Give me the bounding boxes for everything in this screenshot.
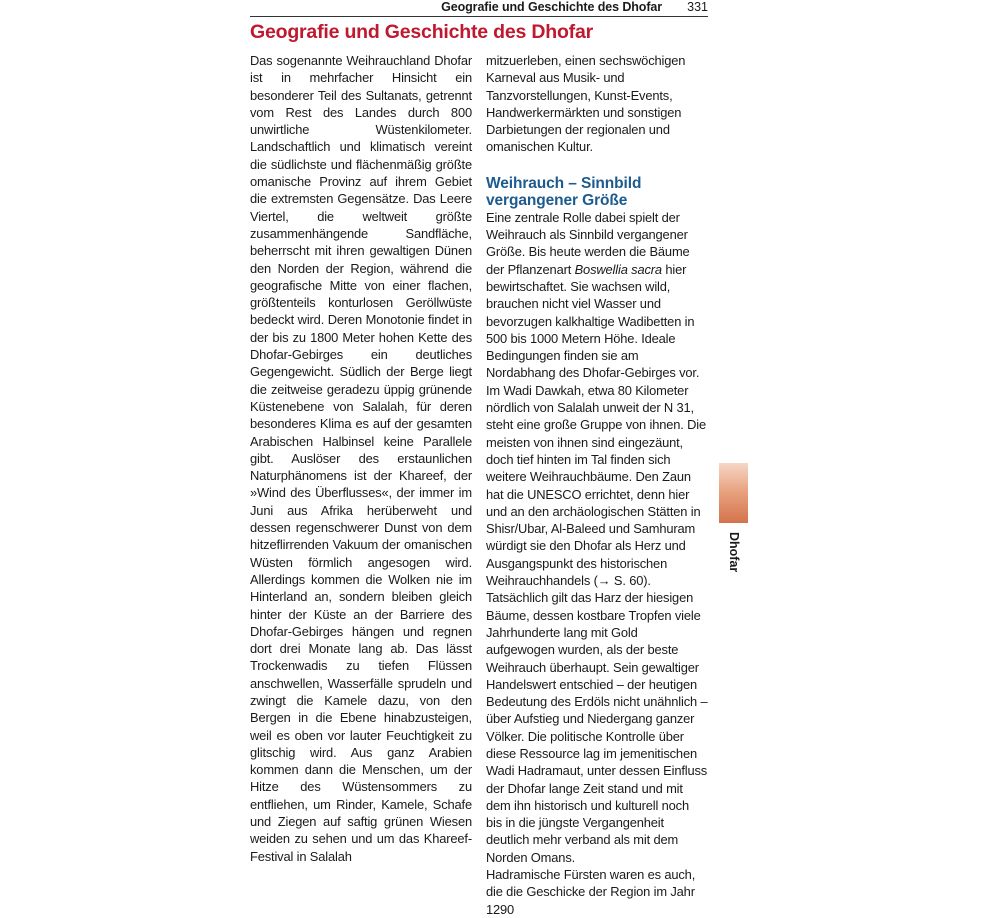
- paragraph-text-start: Eine zentrale Rolle dabei spielt der Weihrauch als Sinnbild vergangener Größe. Bis heute werden die Bäume der Pflanzenart: [486, 209, 690, 277]
- continuation-paragraph: mitzuerleben, einen sechswöchigen Karneval aus Musik- und Tanzvorstellungen, Kunst-Events, Handwerkermärkten und sonstigen Darbietungen der regionalen und omanischen Kultur.: [486, 53, 686, 155]
- weihrauch-paragraph: [486, 209, 708, 866]
- paragraph-text-end: hier bewirtschaftet. Sie wachsen wild, brauchen nicht viel Wasser und bevorzugen kalkhaltige Wadibetten in 500 bis 1000 Metern Höhe. Ideale Bedingungen finden sie am Nordabhang des Dhofar-Gebirges vor. Im Wadi Dawkah, etwa 80 Kilometer nördlich von Salalah unweit der N 31, steht eine große Gruppe von ihnen. Die meisten von ihnen sind eingezäunt, doch tief hinten im Tal finden sich weitere Weihrauchbäume. Den Zaun hat die UNESCO errichtet, denn hier und an den archäologischen Stätten in Shisr/Ubar, Al-Baleed und Samhuram würdigt sie den Dhofar als Herz und Ausgangspunkt des historischen Weihrauchhandels (→ S. 60). Tatsächlich gilt das Harz der hiesigen Bäume, dessen kostbare Tropfen viele Jahrhunderte lang mit Gold aufgewogen wurden, als der beste Weihrauch überhaupt. Sein gewaltiger Handelswert entschied – der heutigen Bedeutung des Erdöls nicht unähnlich – über Aufstieg und Niedergang ganzer Völker. Die politische Kontrolle über diese Ressource lag im jemenitischen Wadi Hadramaut, unter dessen Einfluss der Dhofar lange Zeit stand und mit dem ihn historisch und kulturell noch bis in die jüngste Vergangenheit deutlich mehr verband als mit dem Norden Omans.: [486, 261, 708, 865]
- section-heading: Weihrauch – Sinnbild vergangener Größe: [486, 174, 642, 209]
- species-name: Boswellia sacra: [574, 261, 662, 277]
- page-number: 331: [687, 0, 708, 14]
- chapter-tab-marker: [719, 463, 748, 523]
- left-column: [250, 52, 472, 865]
- hadramaut-paragraph: Hadramische Fürsten waren es auch, die die Geschicke der Region im Jahr 1290: [486, 867, 696, 917]
- page-title: Geografie und Geschichte des Dhofar: [250, 21, 593, 43]
- chapter-tab-label: Dhofar: [727, 532, 741, 573]
- right-column: [486, 52, 708, 918]
- running-header: [250, 0, 708, 17]
- left-paragraph: Das sogenannte Weihrauchland Dhofar ist in mehrfacher Hinsicht ein besonderer Teil des Sultanats, getrennt vom Rest des Landes durch 800 unwirtliche Wüstenkilometer. Landschaftlich und klimatisch vereint die südlichste und flächenmäßig größte omanische Provinz auf ihrem Gebiet die extremsten Gegensätze. Das Leere Viertel, die weltweit größte zusammenhängende Sandfläche, beherrscht mit ihren gewaltigen Dünen den Norden der Region, während die geografische Mitte von einer flachen, größtenteils konturlosen Geröllwüste bedeckt wird. Deren Monotonie findet in der bis zu 1800 Meter hohen Kette des Dhofar-Gebirges ein deutliches Gegengewicht. Südlich der Berge liegt die zeitweise geradezu üppig grünende Küstenebene von Salalah, für deren besonderes Klima es auf der gesamten Arabischen Halbinsel keine Parallele gibt. Auslöser des erstaunlichen Naturphänomens ist der Khareef, der »Wind des Überflusses«, der immer im Juni aus Afrika herüberweht und dessen regenschwerer Dunst von dem hitzeflirrenden Vakuum der omanischen Wüsten förmlich angesogen wird. Allerdings kommen die Wolken nie im Hinterland an, sondern bleiben gleich hinter der Küste an der Barriere des Dhofar-Gebirges hängen und regnen dort drei Monate lang ab. Das lässt Trockenwadis zu tiefen Flüssen anschwellen, Wasserfälle sprudeln und zwingt die Kamele dazu, von den Bergen in die Ebene hinabzusteigen, weil es oben vor lauter Feuchtigkeit zu glitschig wird. Aus ganz Arabien kommen dann die Menschen, um der Hitze des Wüstensommers zu entfliehen, um Rinder, Kamele, Schafe und Ziegen auf saftig grünen Wiesen weiden zu sehen und um das Khareef-Festival in Salalah: [250, 53, 472, 864]
- running-title: Geografie und Geschichte des Dhofar: [441, 0, 662, 14]
